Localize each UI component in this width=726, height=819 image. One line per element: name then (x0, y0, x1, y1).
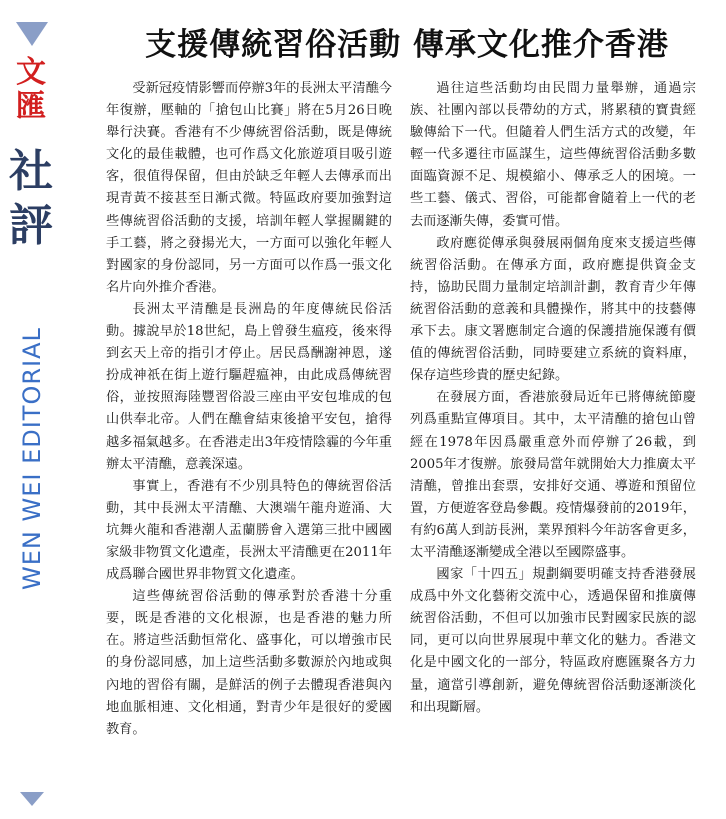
chevron-down-icon (20, 792, 44, 806)
article-paragraph: 國家「十四五」規劃綱要明確支持香港發展成爲中外文化藝術交流中心，透過保留和推廣傳統習俗活動，不但可以加強市民對國家民族的認同，更可以向世界展現中華文化的魅力。香港文化是中國文化的一部分，特區政府應匯聚各方力量，適當引導創新，避免傳統習俗活動逐漸淡化和出現斷層。 (410, 567, 696, 715)
article-paragraph: 這些傳統習俗活動的傳承對於香港十分重要，既是香港的文化根源，也是香港的魅力所在。將這些活動恒常化、盛事化，可以增強市民的身份認同感，加上這些活動多數源於內地或與內地的習俗有關，是鮮活的例子去體現香港與內地血脈相連、文化相通，對青少年是很好的愛國教育。 (106, 589, 392, 737)
article-paragraph: 事實上，香港有不少別具特色的傳統習俗活動，其中長洲太平清醮、大澳端午龍舟遊涌、大坑舞火龍和香港潮人盂蘭勝會入選第三批中國國家級非物質文化遺產，長洲太平清醮更在2011年成爲聯合國世界非物質文化遺產。 (106, 478, 392, 583)
column-char-ping: 評 (9, 200, 53, 251)
article-paragraph: 受新冠疫情影響而停辦3年的長洲太平清醮今年復辦，壓軸的「搶包山比賽」將在5月26日晚舉行決賽。香港有不少傳統習俗活動，既是傳統文化的最佳載體，也可作爲文化旅遊項目吸引遊客，很值得保留，但由於缺乏年輕人去傳承而出現青黃不接甚至日漸式微。特區政府要加強對這些傳統習俗活動的支援，培訓年輕人掌握關鍵的手工藝，將之發揚光大，一方面可以強化年輕人對國家的身份認同，另一方面可以作爲一張文化名片向外推介香港。 (106, 81, 392, 295)
article-paragraph: 長洲太平清醮是長洲島的年度傳統民俗活動。據說早於18世紀，島上曾發生瘟疫，後來得到玄天上帝的指引才停止。居民爲酬謝神恩，遂扮成神祇在街上遊行驅趕瘟神，由此成爲傳統習俗，並按照海陸豐習俗設三座由平安包堆成的包山供奉北帝。人們在醮會結束後搶平安包，搶得越多福氣越多。在香港走出3年疫情陰霾的今年重辦太平清醮，意義深遠。 (106, 301, 392, 472)
article-column-left (106, 78, 392, 812)
article-paragraph: 過往這些活動均由民間力量舉辦，通過宗族、社團內部以長帶幼的方式，將累積的寶貴經驗傳給下一代。但隨着人們生活方式的改變，年輕一代多遷往市區謀生，這些傳統習俗活動多數面臨資源不足、規模縮小、傳承乏人的困境。一些工藝、儀式、習俗，可能都會隨着上一代的老去而逐漸失傳，委實可惜。 (410, 81, 696, 229)
article-paragraph: 政府應從傳承與發展兩個角度來支援這些傳統習俗活動。在傳承方面，政府應提供資金支持，協助民間力量制定培訓計劃，教育青少年傳統習俗活動的意義和具體操作，將其中的技藝傳承下去。康文署應制定合適的保護措施保護有價值的傳統習俗活動，同時要建立系統的資料庫，保存這些珍貴的歷史紀錄。 (410, 235, 696, 384)
article-headline: 支援傳統習俗活動 傳承文化推介香港 (145, 27, 669, 63)
brand-char-hui: 匯 (16, 89, 46, 124)
brand-char-wen: 文 (16, 55, 46, 90)
editorial-sidebar (0, 0, 62, 819)
wen-wei-editorial-label: WEN WEI EDITORIAL (18, 327, 46, 590)
article-column-right (410, 78, 696, 812)
article-paragraph: 在發展方面，香港旅發局近年已將傳統節慶列爲重點宣傳項目。其中，太平清醮的搶包山曾經在1978年因爲嚴重意外而停辦了26載，到2005年才復辦。旅發局當年就開始大力推廣太平清醮，曾推出套票，安排好交通、導遊和預留位置，方便遊客登島參觀。疫情爆發前的2019年，有約6萬人到訪長洲，業界預料今年訪客會更多，太平清醮逐漸變成全港以至國際盛事。 (410, 390, 696, 560)
chevron-down-icon (16, 22, 48, 46)
column-char-she: 社 (9, 146, 53, 197)
